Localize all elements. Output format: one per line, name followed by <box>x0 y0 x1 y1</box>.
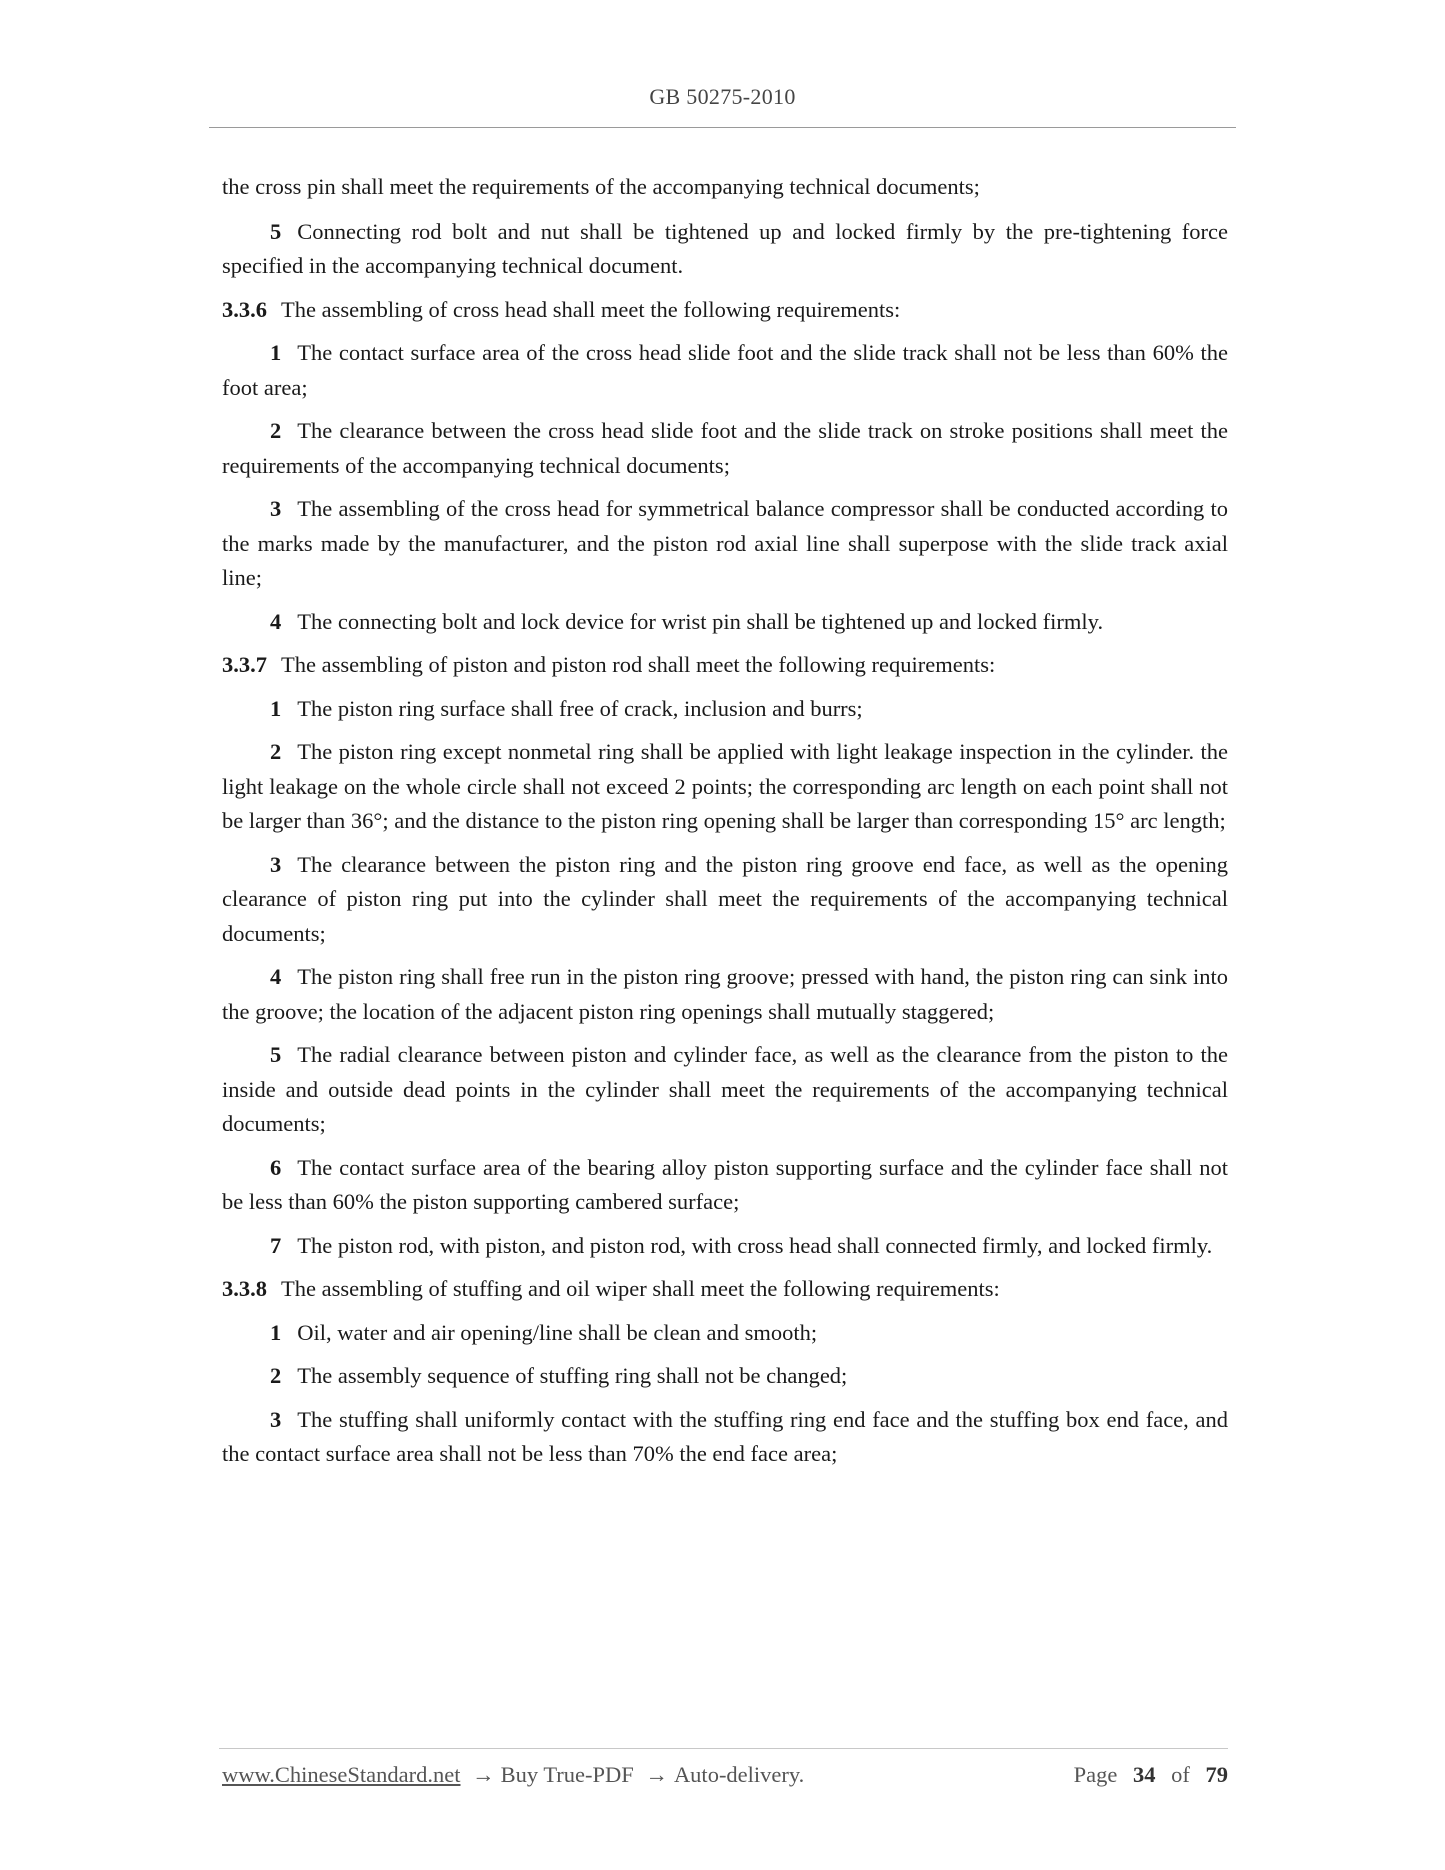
item-text: The connecting bolt and lock device for wrist pin shall be tightened up and locked firmly. <box>297 608 1104 634</box>
list-item <box>222 1316 1228 1351</box>
total-pages-number: 79 <box>1205 1762 1228 1787</box>
right-arrow-icon: → <box>472 1762 495 1787</box>
page-header-title: GB 50275-2010 <box>649 84 796 109</box>
clause-text: The assembling of cross head shall meet the following requirements: <box>281 296 901 322</box>
page-indicator <box>1074 1762 1228 1788</box>
list-item <box>222 1229 1228 1264</box>
list-item <box>222 336 1228 405</box>
clause-text: The assembling of stuffing and oil wiper shall meet the following requirements: <box>281 1276 1000 1301</box>
item-text: The contact surface area of the cross head slide foot and the slide track shall not be less than 60% the foot area; <box>222 340 1228 400</box>
clause-heading-3-3-6 <box>222 293 1228 328</box>
item-number: 1 <box>270 340 282 365</box>
item-number: 3 <box>270 851 282 877</box>
list-item <box>222 1359 1228 1394</box>
list-item <box>222 492 1228 596</box>
item-number: 3 <box>270 1406 282 1432</box>
item-number: 4 <box>270 608 282 634</box>
list-item <box>222 848 1228 952</box>
clause-number: 3.3.8 <box>222 1276 267 1301</box>
document-body <box>222 170 1228 1472</box>
current-page-number: 34 <box>1133 1762 1156 1787</box>
item-number: 2 <box>270 1363 282 1388</box>
right-arrow-icon: → <box>645 1762 668 1787</box>
paragraph-text: the cross pin shall meet the requirements of the accompanying technical documents; <box>222 174 980 199</box>
item-text: The clearance between the cross head slide foot and the slide track on stroke positions shall meet the requirements of the accompanying technical documents; <box>222 418 1228 478</box>
footer-divider <box>219 1748 1228 1749</box>
page-label: Page <box>1073 1762 1118 1787</box>
header-divider <box>209 127 1236 128</box>
auto-delivery-text: Auto-delivery. <box>673 1762 805 1787</box>
clause-heading-3-3-7 <box>222 648 1228 683</box>
list-item <box>222 605 1228 640</box>
list-item <box>222 960 1228 1029</box>
list-item <box>222 1038 1228 1142</box>
item-number: 1 <box>270 695 282 721</box>
item-number: 1 <box>270 1319 282 1345</box>
item-text: The assembling of the cross head for symmetrical balance compressor shall be conducted according to the marks made by the manufacturer, and the piston rod axial line shall superpose with the slide track axial line; <box>222 496 1228 590</box>
item-text: The piston ring shall free run in the piston ring groove; pressed with hand, the piston ring can sink into the groove; the location of the adjacent piston ring openings shall mutually staggered; <box>222 964 1228 1024</box>
item-text: The stuffing shall uniformly contact with the stuffing ring end face and the stuffing box end face, and the contact surface area shall not be less than 70% the end face area; <box>222 1406 1228 1466</box>
item-text: The contact surface area of the bearing alloy piston supporting surface and the cylinder face shall not be less than 60% the piston supporting cambered surface; <box>222 1154 1228 1214</box>
clause-number: 3.3.7 <box>222 652 267 677</box>
website-link[interactable]: www.ChineseStandard.net <box>222 1762 461 1787</box>
item-number: 5 <box>270 1042 282 1067</box>
item-text: The assembly sequence of stuffing ring shall not be changed; <box>297 1363 848 1388</box>
item-number: 2 <box>270 418 282 443</box>
item-text: The clearance between the piston ring and the piston ring groove end face, as well as the opening clearance of piston ring put into the cylinder shall meet the requirements of the accompanying technical documents; <box>222 851 1228 946</box>
item-number: 2 <box>270 739 282 764</box>
item-number: 7 <box>270 1232 282 1258</box>
item-text: The radial clearance between piston and cylinder face, as well as the clearance from the piston to the inside and outside dead points in the cylinder shall meet the requirements of the accompanying technical documents; <box>222 1042 1228 1136</box>
list-item <box>222 692 1228 727</box>
item-text: Oil, water and air opening/line shall be clean and smooth; <box>297 1319 818 1345</box>
item-text: The piston ring surface shall free of crack, inclusion and burrs; <box>297 695 863 721</box>
clause-text: The assembling of piston and piston rod shall meet the following requirements: <box>281 652 996 677</box>
list-item <box>222 215 1228 284</box>
list-item <box>222 735 1228 839</box>
item-text: The piston rod, with piston, and piston rod, with cross head shall connected firmly, and locked firmly. <box>297 1232 1213 1258</box>
list-item <box>222 1151 1228 1220</box>
buy-pdf-text: Buy True-PDF <box>500 1762 634 1787</box>
item-text: Connecting rod bolt and nut shall be tightened up and locked firmly by the pre-tightening force specified in the accompanying technical document. <box>222 218 1228 278</box>
item-text: The piston ring except nonmetal ring shall be applied with light leakage inspection in the cylinder. the light leakage on the whole circle shall not exceed 2 points; the corresponding arc length on each point shall not be larger than 36°; and the distance to the piston ring opening shall be larger than corresponding 15° arc length; <box>222 739 1228 833</box>
clause-number: 3.3.6 <box>222 296 267 322</box>
item-number: 5 <box>270 218 282 244</box>
paragraph-continuation <box>222 170 1228 205</box>
clause-heading-3-3-8 <box>222 1272 1228 1307</box>
list-item <box>222 1403 1228 1472</box>
item-number: 3 <box>270 496 282 521</box>
of-label: of <box>1171 1762 1190 1787</box>
item-number: 4 <box>270 964 282 989</box>
footer-promo <box>222 1762 804 1788</box>
list-item <box>222 414 1228 483</box>
item-number: 6 <box>270 1154 282 1180</box>
